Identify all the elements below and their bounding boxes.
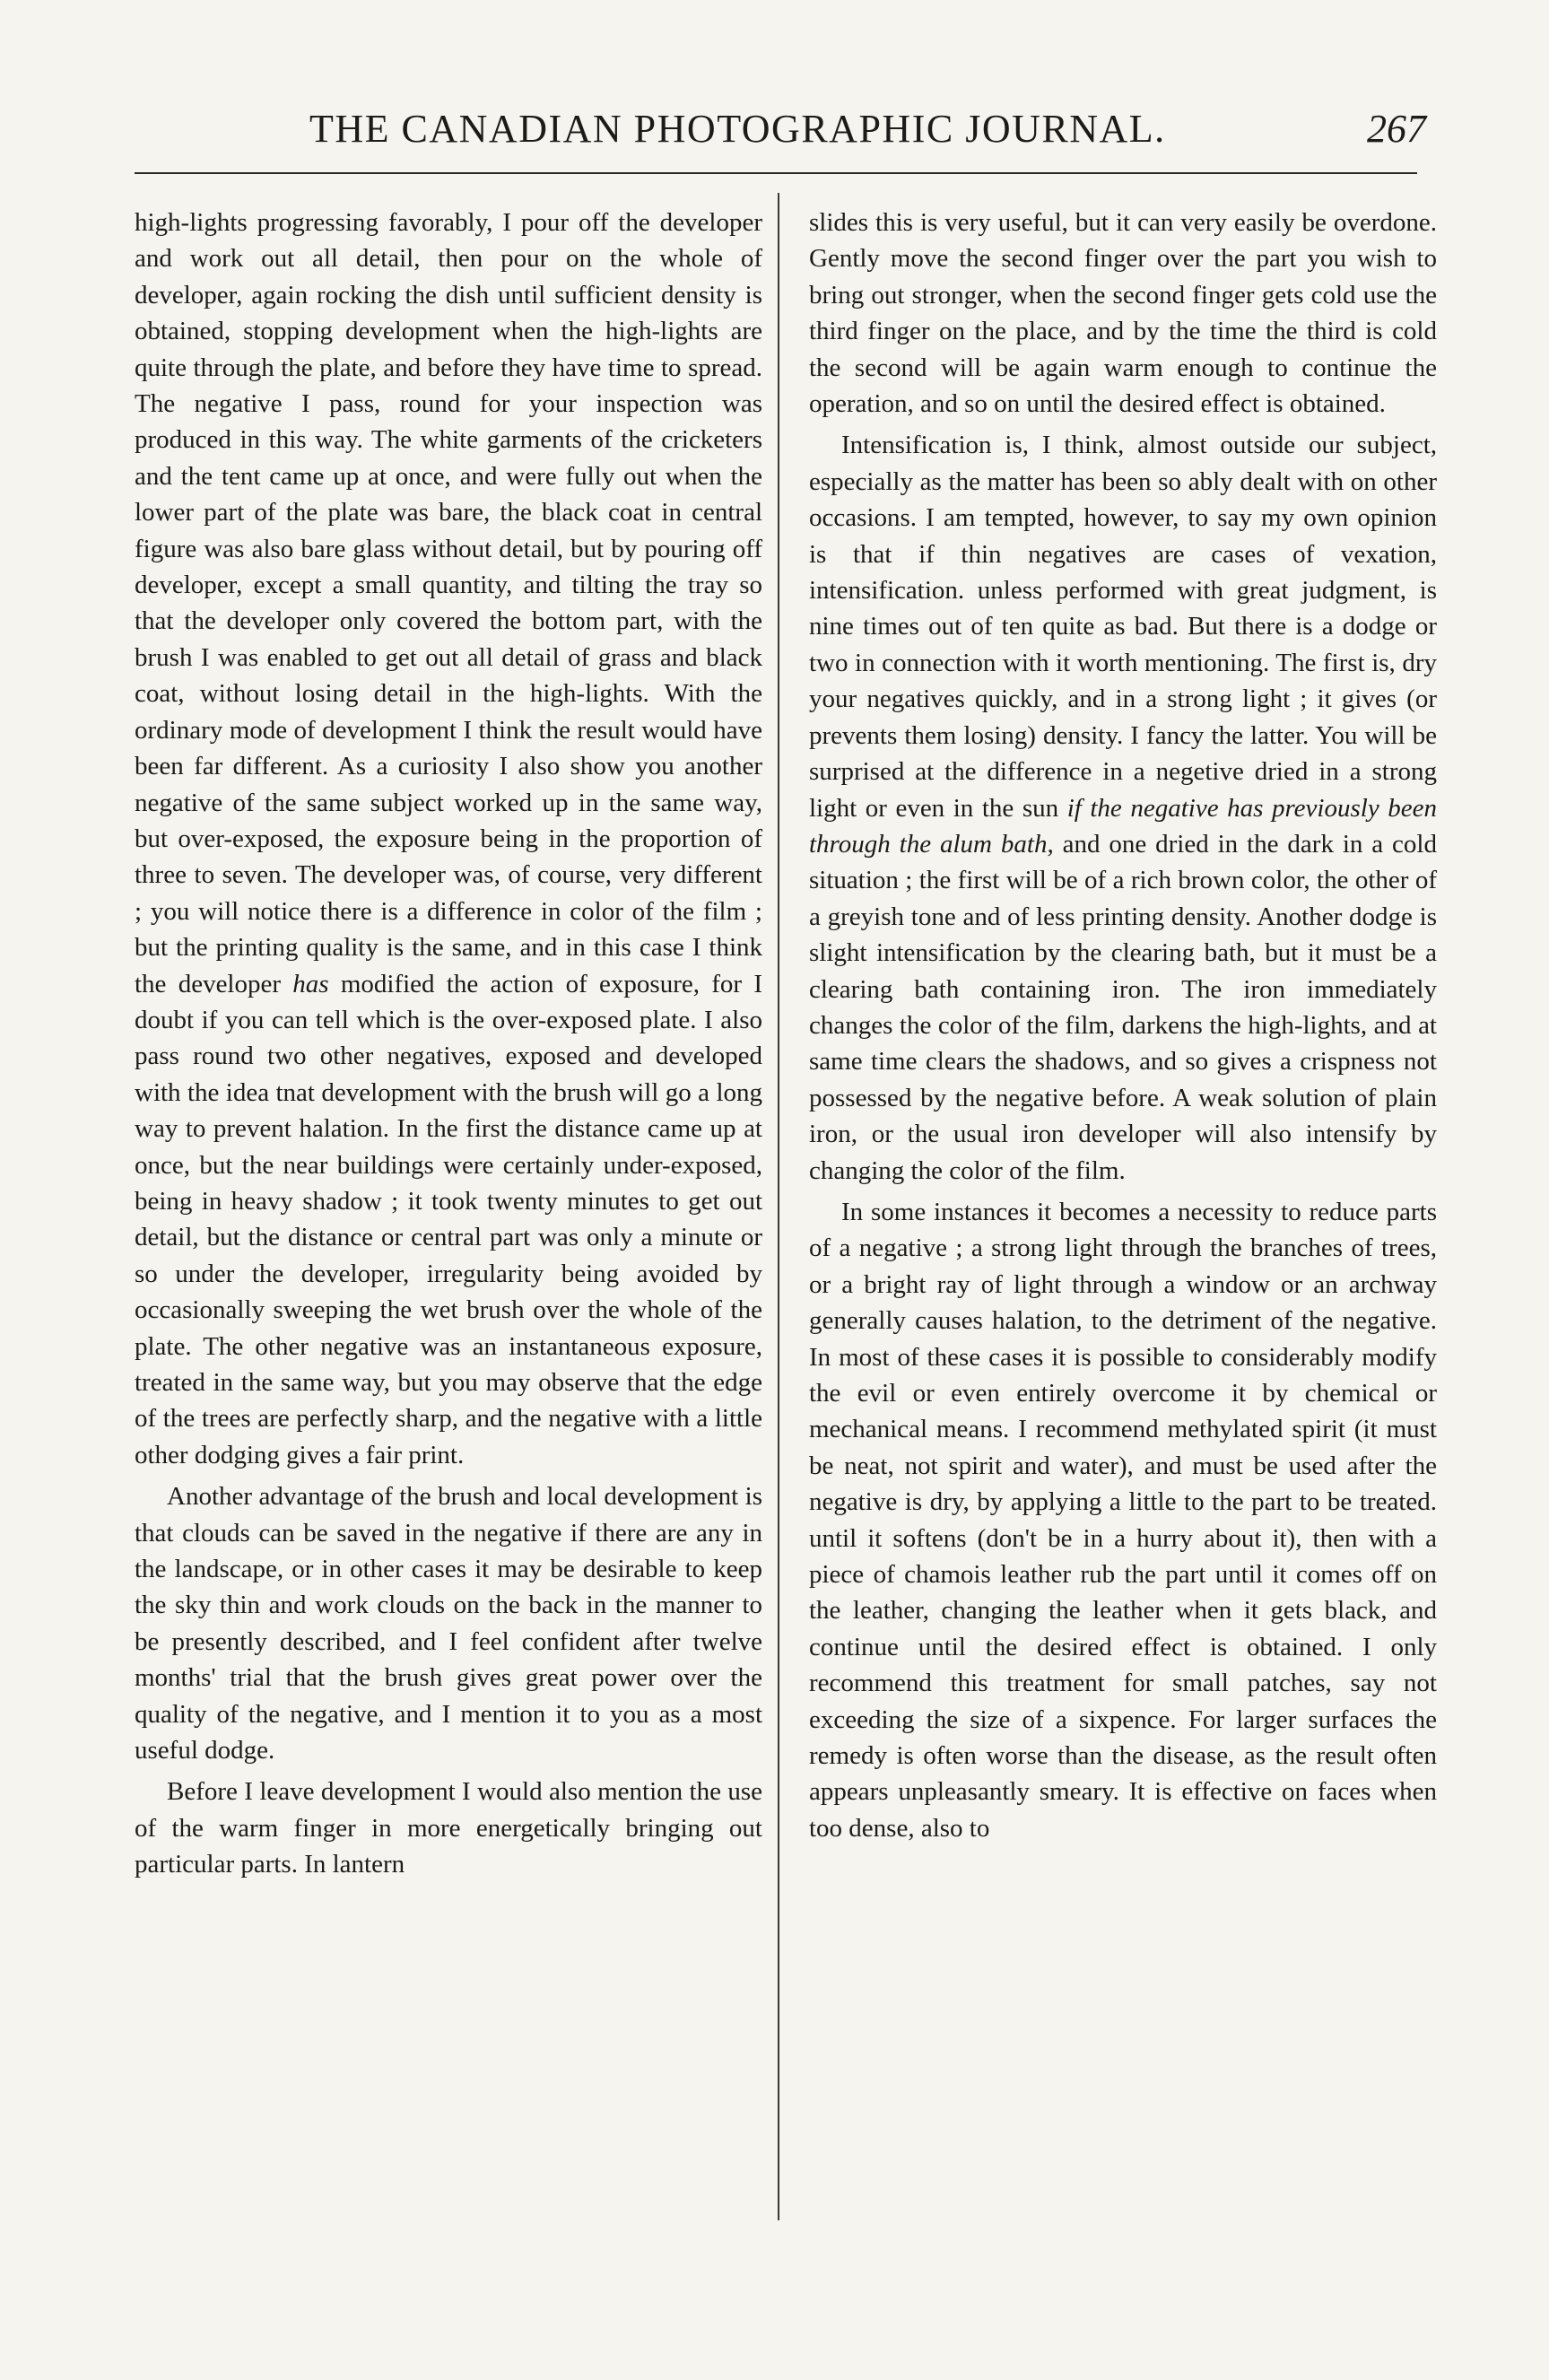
left-paragraph-2: Another advantage of the brush and local development is that clouds can be saved in the negative if there are any in the landscape, or in other cases it may be desirable to keep the sky thin and work clouds on the back in the manner to be presently described, and I feel confident after twelve months' trial that the brush gives great power over the quality of the negative, and I mention it to you as a most useful dodge. bbox=[135, 1482, 762, 1765]
right-paragraph-2: Intensification is, I think, almost outside our subject, especially as the matter has been so ably dealt with on other occasions. I am tempted, however, to say my own opinion is that if thin negatives are cases of vexation, intensification. unless performed with great judgment, is nine times out of ten quite as bad. But there is a dodge or two in connection with it worth mentioning. The first is, dry your negatives quickly, and in a strong light ; it gives (or prevents them losing) density. I fancy the latter. You will be surprised at the difference in a negetive dried in a strong light or even in the sun if the negative has previously been through the alum bath, and one dried in the dark in a cold situation ; the first will be of a rich brown color, the other of a greyish tone and of less printing density. Another dodge is slight intensification by the clearing bath, but it must be a clearing bath containing iron. The iron immediately changes the color of the film, darkens the high-lights, and at same time clears the shadows, and so gives a crispness not possessed by the negative before. A weak solution of plain iron, or the usual iron developer will also intensify by changing the color of the film. bbox=[809, 431, 1437, 1185]
header-rule bbox=[135, 172, 1417, 174]
journal-title: THE CANADIAN PHOTOGRAPHIC JOURNAL. bbox=[309, 107, 1166, 151]
page-number: 267 bbox=[1367, 107, 1426, 151]
right-paragraph-1: slides this is very useful, but it can very easily be overdone. Gently move the second finger over the part you wish to bring out stronger, when the second finger gets cold use the third finger on the place, and by the time the third is cold the second will be again warm enough to continue the operation, and so on until the desired effect is obtained. bbox=[809, 208, 1437, 419]
page-header bbox=[135, 106, 1426, 165]
column-divider bbox=[778, 193, 779, 2220]
left-column bbox=[135, 205, 762, 1883]
left-paragraph-3: Before I leave development I would also mention the use of the warm finger in more energetically bringing out particular parts. In lantern bbox=[135, 1777, 762, 1879]
right-column bbox=[809, 205, 1437, 1846]
right-paragraph-3: In some instances it becomes a necessity to reduce parts of a negative ; a strong light through the branches of trees, or a bright ray of light through a window or an archway generally causes halation, to the detriment of the negative. In most of these cases it is possible to considerably modify the evil or even entirely overcome it by chemical or mechanical means. I recommend methylated spirit (it must be neat, not spirit and water), and must be used after the negative is dry, by applying a little to the part to be treated. until it softens (don't be in a hurry about it), then with a piece of chamois leather rub the part until it comes off on the leather, changing the leather when it gets black, and continue until the desired effect is obtained. I only recommend this treatment for small patches, say not exceeding the size of a sixpence. For larger surfaces the remedy is often worse than the disease, as the result often appears unpleasantly smeary. It is effective on faces when too dense, also to bbox=[809, 1197, 1437, 1843]
left-paragraph-1: high-lights progressing favorably, I pour off the developer and work out all detail, then pour on the whole of developer, again rocking the dish until sufficient density is obtained, stopping development when the high-lights are quite through the plate, and before they have time to spread. The negative I pass, round for your inspection was produced in this way. The white garments of the cricketers and the tent came up at once, and were fully out when the lower part of the plate was bare, the black coat in central figure was also bare glass without detail, but by pouring off developer, except a small quantity, and tilting the tray so that the developer only covered the bottom part, with the brush I was enabled to get out all detail of grass and black coat, without losing detail in the high-lights. With the ordinary mode of development I think the result would have been far different. As a curiosity I also show you another negative of the same subject worked up in the same way, but over-exposed, the exposure being in the proportion of three to seven. The developer was, of course, very different ; you will notice there is a difference in color of the film ; but the printing quality is the same, and in this case I think the developer has modified the action of exposure, for I doubt if you can tell which is the over-exposed plate. I also pass round two other negatives, exposed and developed with the idea tnat development with the brush will go a long way to prevent halation. In the first the distance came up at once, but the near buildings were certainly under-exposed, being in heavy shadow ; it took twenty minutes to get out detail, but the distance or central part was only a minute or so under the developer, irregularity being avoided by occasionally sweeping the wet brush over the whole of the plate. The other negative was an instantaneous exposure, treated in the same way, but you may observe that the edge of the trees are perfectly sharp, and the negative with a little other dodging gives a fair print. bbox=[135, 208, 762, 1469]
